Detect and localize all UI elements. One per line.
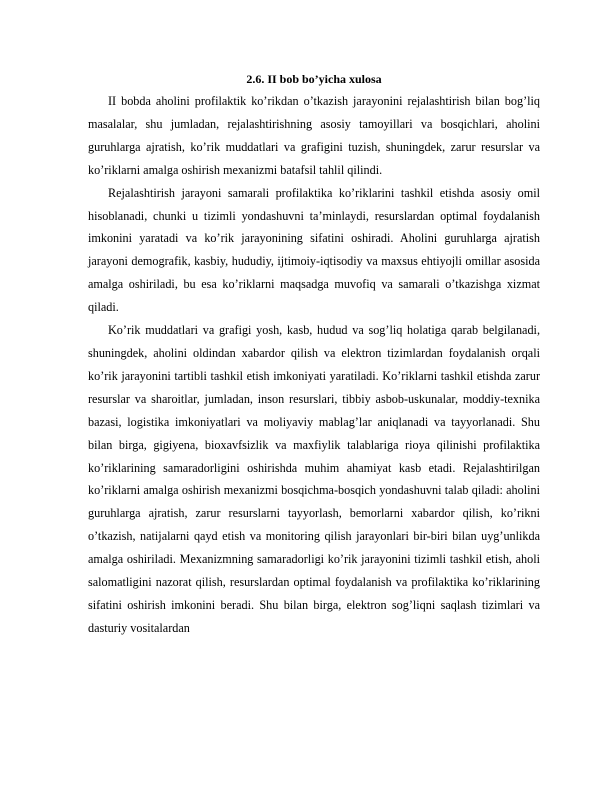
section-heading: 2.6. II bob bo’yicha xulosa — [246, 72, 382, 86]
paragraph-3: Ko’rik muddatlari va grafigi yosh, kasb, hudud va sog’liq holatiga qarab belgilanadi, shuningdek, aholini oldindan xabardor qilish va elektron tizimlardan foydalanish orqali ko’rik jarayonini tartibli tashkil etish imkoniyati yaratiladi. Ko’riklarni tashkil etishda zarur resurslar va sharoitlar, jumladan, inson resurslari, tibbiy asbob-uskunalar, moddiy-texnika bazasi, logistika imkoniyatlari va moliyaviy mablag’lar aniqlanadi va tayyorlanadi. Shu bilan birga, gigiyena, bioxavfsizlik va maxfiylik talablariga rioya qilinishi profilaktika ko’riklarining samaradorligini oshirishda muhim ahamiyat kasb etadi. Rejalashtirilgan ko’riklarni amalga oshirish mexanizmi bosqichma-bosqich yondashuvni talab qiladi: aholini guruhlarga ajratish, zarur resurslarni tayyorlash, bemorlarni xabardor qilish, ko’rikni o’tkazish, natijalarni qayd etish va monitoring qilish jarayonlari bir-biri bilan uyg’unlikda amalga oshiriladi. Mexanizmning samaradorligi ko’rik jarayonini tizimli tashkil etish, aholi salomatligini nazorat qilish, resurslardan optimal foydalanish va profilaktika ko’riklarining sifatini oshirish imkonini beradi. Shu bilan birga, elektron sog’liqni saqlash tizimlari va dasturiy vositalardan — [88, 323, 540, 635]
paragraph-1: II bobda aholini profilaktik ko’rikdan o’tkazish jarayonini rejalashtirish bilan bog’liq masalalar, shu jumladan, rejalashtirishning asosiy tamoyillari va bosqichlari, aholini guruhlarga ajratish, ko’rik muddatlari va grafigini tuzish, shuningdek, zarur resurslar va ko’riklarni amalga oshirish mexanizmi batafsil tahlil qilindi. — [88, 94, 540, 177]
paragraph-2: Rejalashtirish jarayoni samarali profilaktika ko’riklarini tashkil etishda asosiy omil hisoblanadi, chunki u tizimli yondashuvni ta’minlaydi, resurslardan optimal foydalanish imkonini yaratadi va ko’rik jarayonining sifatini oshiradi. Aholini guruhlarga ajratish jarayoni demografik, kasbiy, hududiy, ijtimoiy-iqtisodiy va maxsus ehtiyojli omillar asosida amalga oshiriladi, bu esa ko’riklarni maqsadga muvofiq va samarali o’tkazishga xizmat qiladi. — [88, 185, 540, 315]
document-body — [88, 64, 540, 640]
